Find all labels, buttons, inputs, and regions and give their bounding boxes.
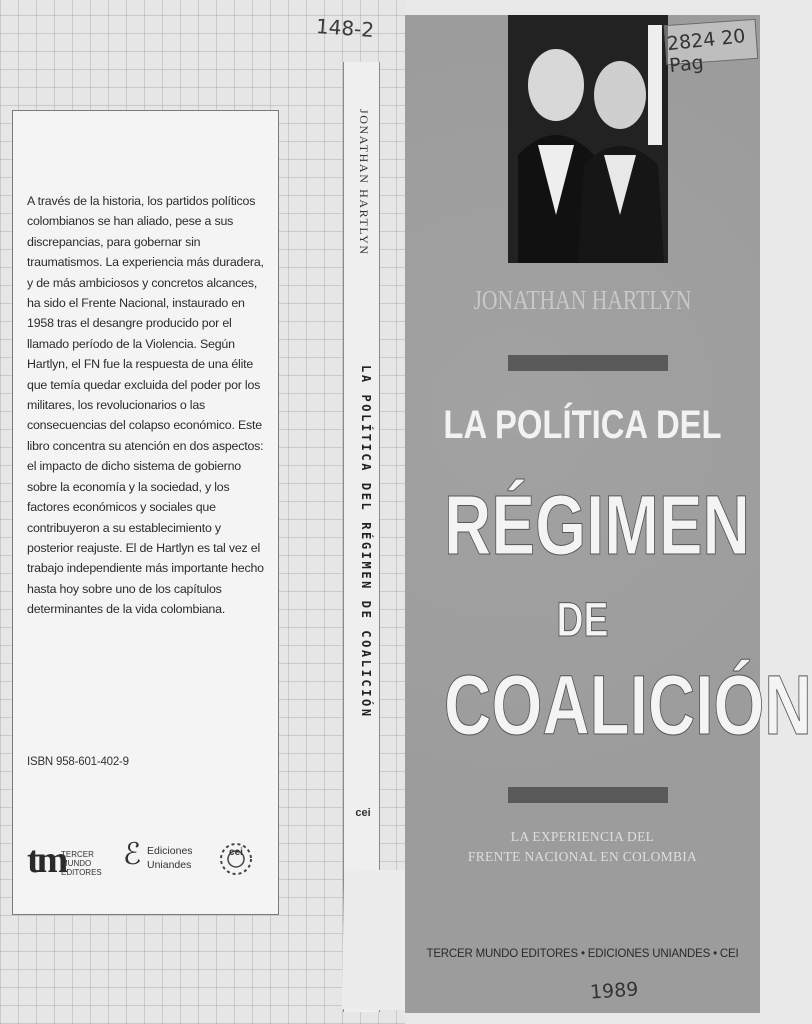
publishers-line: TERCER MUNDO EDITORES • EDICIONES UNIANDES • CEI — [426, 948, 739, 960]
svg-text:cei: cei — [229, 847, 243, 858]
back-cover-panel — [12, 110, 279, 915]
tercer-mundo-logo — [27, 838, 107, 888]
ediciones-uniandes-logo — [123, 838, 203, 883]
uniandes-icon: ℰ — [123, 838, 142, 871]
handwritten-note-top: 148-2 — [315, 14, 375, 42]
uniandes-text: Ediciones Uniandes — [147, 845, 193, 871]
back-cover-blurb: A través de la historia, los partidos políticos colombianos se han aliado, pese a sus discrepancias, para gobernar sin traumatismos. La experiencia más duradera, y de más ambiciosos y concretos alcances, ha sido el Frente Nacional, instaurado en 1958 tras el desangre producido por el llamado período de la Violencia. Según Hartlyn, el FN fue la respuesta de una élite que temía quedar excluida del poder por los militares, los revolucionarios o las consecuencias del colapso económico. Este libro concentra su atención en dos aspectos: el impacto de dicho sistema de gobierno sobre la economía y la sociedad, y los factores económicos y sociales que contribuyeron a su establecimiento y posterior reajuste. El de Hartlyn es tal vez el trabajo independiente más importante hecho hasta hoy sobre uno de los capítulos determinantes de la vida colombiana. — [27, 194, 264, 617]
front-cover — [405, 15, 812, 1013]
spine-author: JONATHAN HARTLYN — [357, 108, 371, 256]
cei-logo — [216, 833, 256, 885]
tm-mark: tm — [27, 839, 66, 881]
spine-title: LA POLÍTICA DEL RÉGIMEN DE COALICIÓN — [359, 365, 373, 719]
title-line-1: LA POLÍTICA DEL — [443, 403, 722, 447]
divider-bar-top — [508, 355, 668, 371]
front-author: JONATHAN HARTLYN — [473, 285, 692, 315]
handwritten-year: 1989 — [589, 978, 640, 1004]
tm-text: TERCER MUNDO EDITORES — [61, 850, 102, 877]
title-line-3: DE — [556, 594, 609, 647]
portrait-photo-icon — [508, 15, 668, 263]
handwritten-note-stamp: 2824 20 Pag — [665, 25, 747, 78]
cover-subtitle: LA EXPERIENCIA DEL FRENTE NACIONAL EN COLOMBIA — [467, 829, 698, 864]
cover-photo — [508, 15, 668, 263]
divider-bar-bottom — [508, 787, 668, 803]
cei-emblem-icon — [216, 833, 256, 885]
title-line-4: COALICIÓN — [444, 658, 812, 752]
title-line-2: RÉGIMEN — [444, 478, 750, 572]
isbn-label: ISBN 958-601-402-9 — [27, 756, 129, 768]
spine-logo: cei — [355, 807, 371, 819]
